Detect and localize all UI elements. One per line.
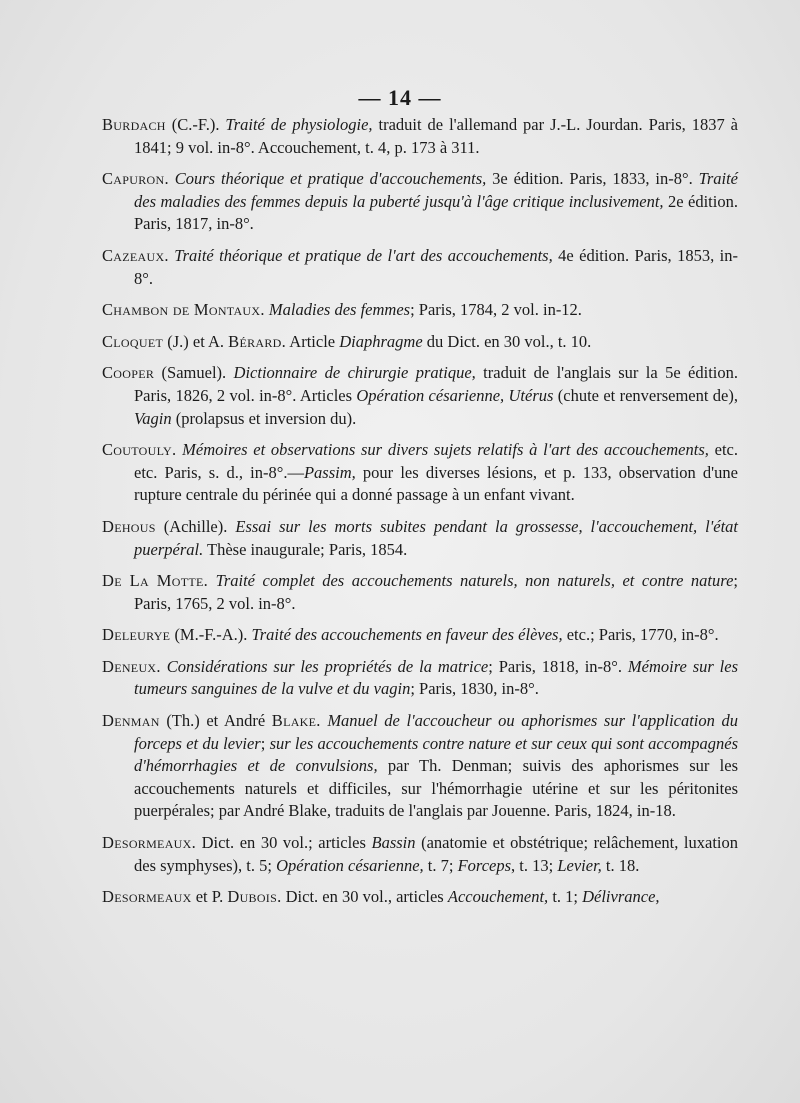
entry-author: Deneux. bbox=[102, 656, 161, 676]
entry-title-text: Cours théorique et pratique d'accouchements, bbox=[168, 169, 487, 189]
entry-text: traduit de l'anglais sur la 5e édition. Paris, 1826, 2 vol. in-8°. Articles bbox=[134, 363, 738, 405]
entry-text: etc.; Paris, 1770, in-8°. bbox=[562, 625, 719, 645]
entry-coauthor: Bérard. bbox=[228, 331, 287, 351]
bibliography-entry bbox=[102, 656, 738, 701]
bibliography-entry bbox=[102, 624, 738, 647]
entry-title-text: Considérations sur les propriétés de la matrice bbox=[160, 656, 489, 676]
entry-text: Article bbox=[286, 331, 340, 351]
entry-author: Chambon de Montaux. bbox=[102, 300, 265, 320]
bibliography-entry bbox=[102, 168, 738, 236]
entry-title-text: Traité théorique et pratique de l'art des accouchements, bbox=[168, 245, 553, 265]
bibliography-entry bbox=[102, 245, 738, 290]
entry-text: 2e édition. Paris, 1817, in-8°. bbox=[134, 191, 738, 234]
entry-text: (Samuel). bbox=[154, 363, 234, 383]
entry-title-text: Mémoires et observations sur divers sujets relatifs à l'art des accouchements, bbox=[176, 440, 709, 460]
entry-title-text: sur les accouchements contre nature et sur ceux qui sont accompagnés d'hémorrhagies et de convulsions, bbox=[134, 733, 738, 776]
entry-text: 3e édition. Paris, 1833, in-8°. bbox=[486, 169, 699, 189]
entry-title-text: Bassin bbox=[371, 833, 416, 853]
entry-author: Burdach bbox=[102, 115, 166, 134]
entry-text: Dict. en 30 vol.; articles bbox=[196, 833, 372, 853]
entry-author: Deleurye bbox=[102, 625, 171, 645]
page-number: — 14 — bbox=[358, 85, 442, 110]
entry-title-text: Diaphragme bbox=[339, 331, 423, 351]
entry-author: Capuron. bbox=[102, 169, 169, 189]
entry-text: (M.-F.-A.). bbox=[170, 625, 252, 645]
entry-text: ; Paris, 1765, 2 vol. in-8°. bbox=[134, 571, 738, 613]
entry-title-text: Accouchement, bbox=[447, 887, 549, 907]
entry-author: Desormeaux. bbox=[102, 833, 197, 853]
entry-author: Coutouly. bbox=[102, 440, 177, 460]
entry-text: , t. 13; bbox=[511, 855, 558, 875]
entry-title-text: Opération césarienne, bbox=[276, 855, 424, 875]
entry-title-text: Traité complet des accouchements naturels, non naturels, et contre nature bbox=[208, 571, 734, 591]
entry-text: par Th. Denman; suivis des aphorismes sur les accouchements naturels et difficiles, sur l'hémorrhagie utérine et sur les péritonites puerpérales; par André Blake, traduits de l'anglais par Jouenne. Paris, 1824, in-18. bbox=[134, 756, 739, 821]
entry-text: t. 7; bbox=[423, 855, 458, 875]
entry-text: 4e édition. Paris, 1853, in-8°. bbox=[134, 245, 738, 288]
entry-text: t. 1; bbox=[548, 887, 583, 907]
bibliography-entry bbox=[102, 516, 738, 561]
entry-text: (C.-F.). bbox=[165, 115, 226, 134]
entry-text: Dict. en 30 vol., articles bbox=[281, 887, 448, 907]
entry-author: Cazeaux. bbox=[102, 245, 169, 265]
entry-author: Cooper bbox=[102, 363, 155, 383]
entry-title-text: Opération césarienne, Utérus bbox=[356, 385, 554, 405]
entry-text: (chute et renversement de), bbox=[553, 385, 738, 405]
bibliography-entry bbox=[102, 114, 738, 159]
entry-title-text: Traité des accouchements en faveur des élèves, bbox=[251, 625, 563, 645]
bibliography-entry bbox=[102, 362, 738, 430]
entry-text: t. 18. bbox=[601, 855, 640, 875]
entry-coauthor: Blake. bbox=[271, 711, 321, 731]
entry-text: ; bbox=[260, 733, 270, 753]
entry-author: Cloquet bbox=[102, 331, 164, 351]
entry-author: Desormeaux bbox=[102, 887, 192, 907]
entry-text: et P. bbox=[191, 887, 228, 907]
bibliography-entry bbox=[102, 570, 738, 615]
entry-title-text: Passim, bbox=[303, 462, 356, 482]
entry-text: pour les diverses lésions, et p. 133, observation d'une rupture centrale du périnée qui a donné passage à un enfant vivant. bbox=[134, 462, 738, 505]
entry-title-text: Maladies des femmes bbox=[264, 300, 411, 320]
entry-title-text: Dictionnaire de chirurgie pratique, bbox=[233, 363, 476, 383]
bibliography-entry bbox=[102, 710, 738, 823]
bibliography-entry bbox=[102, 832, 738, 877]
entry-title-text: Mémoire sur les tumeurs sanguines de la vulve et du vagin bbox=[134, 656, 738, 699]
entry-text: traduit de l'allemand par J.-L. Jourdan. Paris, 1837 à 1841; 9 vol. in-8°. Accouchement, t. 4, p. 173 à 311. bbox=[134, 115, 738, 157]
entry-text: (Th.) et André bbox=[159, 711, 272, 731]
entry-text: (J.) et A. bbox=[163, 331, 229, 351]
entry-author: Dehous bbox=[102, 516, 156, 536]
entry-coauthor: Dubois. bbox=[227, 887, 282, 907]
entry-author: Denman bbox=[102, 711, 160, 731]
entry-title-text: Traité des maladies des femmes depuis la puberté jusqu'à l'âge critique inclusivement, bbox=[134, 169, 738, 211]
entry-title-text: Vagin bbox=[134, 408, 172, 428]
entry-title-text: Manuel de l'accoucheur ou aphorismes sur l'application du forceps et du levier bbox=[134, 711, 738, 753]
entry-text: ; Paris, 1784, 2 vol. in-12. bbox=[410, 300, 582, 320]
entry-title-text: Délivrance, bbox=[582, 887, 660, 907]
entry-text: (Achille). bbox=[155, 516, 236, 536]
bibliography-entry bbox=[102, 331, 738, 354]
entry-text: ; Paris, 1818, in-8°. bbox=[488, 656, 628, 676]
entry-title-text: Forceps bbox=[457, 855, 512, 875]
entry-text: (prolapsus et inversion du). bbox=[171, 408, 357, 428]
entry-title-text: Traité de physiologie, bbox=[225, 115, 373, 134]
entry-text: Thèse inaugurale; Paris, 1854. bbox=[203, 539, 408, 559]
bibliography-entry bbox=[102, 299, 738, 322]
entry-title-text: Levier, bbox=[557, 855, 602, 875]
bibliography-entry bbox=[102, 439, 738, 507]
entry-text: etc. etc. Paris, s. d., in-8°.— bbox=[134, 440, 738, 482]
entry-text: du Dict. en 30 vol., t. 10. bbox=[422, 331, 592, 351]
bibliography-entry bbox=[102, 886, 738, 909]
entry-text: (anatomie et obstétrique; relâchement, luxation des symphyses), t. 5; bbox=[134, 833, 738, 875]
entry-text: ; Paris, 1830, in-8°. bbox=[410, 679, 539, 699]
entry-title-text: Essai sur les morts subites pendant la grossesse, l'accouchement, l'état puerpéral. bbox=[134, 516, 738, 559]
entry-author: De La Motte. bbox=[102, 571, 209, 591]
bibliography-list bbox=[102, 114, 738, 918]
